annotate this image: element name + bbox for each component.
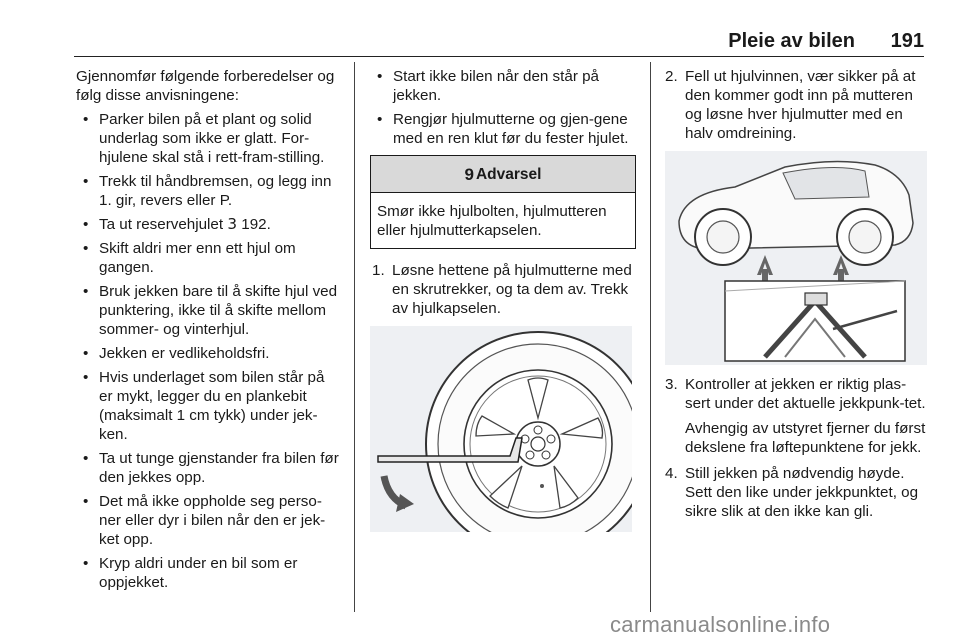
page-title: Pleie av bilen — [728, 30, 855, 52]
intro-text: Gjennomfør følgende forberedelser og følg disse anvisningene: — [76, 68, 335, 104]
wheel-hubcap-icon — [370, 326, 632, 532]
list-item: • Ta ut reservehjulet 3 192. — [76, 215, 342, 234]
list-item: • Hvis underlaget som bilen står på er mykt, legger du en plankebit (maksimalt 1 cm tykk) under jek-ken. — [76, 368, 342, 444]
precaution-list — [370, 67, 636, 148]
step-subnote: Avhengig av utstyret fjerner du først dekslene fra løftepunktene for jekk. — [685, 420, 926, 456]
wheel-illustration — [370, 326, 632, 532]
warning-title: Advarsel — [475, 165, 542, 183]
warning-header — [371, 156, 635, 193]
step-item: 3. Kontroller at jekken er riktig plas-sert under det aktuelle jekkpunk-tet. Avhengig av utstyret fjerner du først dekslene fra løftepunktene for jekk. — [665, 376, 926, 456]
column-3 — [665, 67, 927, 528]
preparation-list — [76, 110, 342, 592]
warning-icon: 9 — [464, 164, 474, 184]
page-number: 191 — [890, 30, 924, 52]
car-jack-icon — [665, 151, 927, 365]
warning-body: Smør ikke hjulbolten, hjulmutteren eller hjulmutterkapselen. — [377, 203, 607, 239]
step-item: 4. Still jekken på nødvendig høyde. Sett den like under jekkpunktet, og sikre slik at den ikke kan gli. — [665, 465, 919, 520]
list-item: • Bruk jekken bare til å skifte hjul ved punktering, ikke til å skifte mellom sommer- og vinterhjul. — [76, 282, 342, 339]
warning-box — [370, 155, 636, 249]
page-ref-icon: 3 — [227, 215, 238, 233]
watermark: carmanualsonline.info — [610, 612, 831, 637]
steps-list-1 — [370, 261, 636, 318]
step-item: 2. Fell ut hjulvinnen, vær sikker på at den kommer godt inn på mutteren og løsne hver hjulmutter med en halv omdreining. — [665, 68, 916, 142]
column-2 — [370, 67, 636, 542]
list-item: • Ta ut tunge gjenstander fra bilen før den jekkes opp. — [76, 449, 342, 487]
steps-list-2 — [665, 67, 927, 143]
list-item: • Kryp aldri under en bil som er oppjekket. — [76, 554, 342, 592]
steps-list-3 — [665, 375, 927, 521]
column-divider-1 — [354, 62, 355, 612]
step-item: 1. Løsne hettene på hjulmutterne med en skrutrekker, og ta dem av. Trekk av hjulkapselen. — [372, 262, 632, 317]
list-item: • Rengjør hjulmutterne og gjen-gene med en ren klut før du fester hjulet. — [370, 110, 636, 148]
jack-illustration — [665, 151, 927, 365]
column-divider-2 — [650, 62, 651, 612]
list-item: • Trekk til håndbremsen, og legg inn 1. gir, revers eller P. — [76, 172, 342, 210]
list-item: • Jekken er vedlikeholdsfri. — [76, 344, 342, 363]
page-ref-link[interactable]: 192. — [241, 216, 271, 233]
list-item: • Start ikke bilen når den står på jekken. — [370, 67, 636, 105]
list-item: • Det må ikke oppholde seg perso-ner eller dyr i bilen når den er jek-ket opp. — [76, 492, 342, 549]
list-item: • Skift aldri mer enn ett hjul om gangen. — [76, 239, 342, 277]
list-item: • Parker bilen på et plant og solid underlag som ikke er glatt. For-hjulene skal stå i rett-fram-stilling. — [76, 110, 342, 167]
page-header — [0, 0, 960, 56]
header-rule — [74, 56, 924, 57]
column-1 — [76, 67, 342, 597]
